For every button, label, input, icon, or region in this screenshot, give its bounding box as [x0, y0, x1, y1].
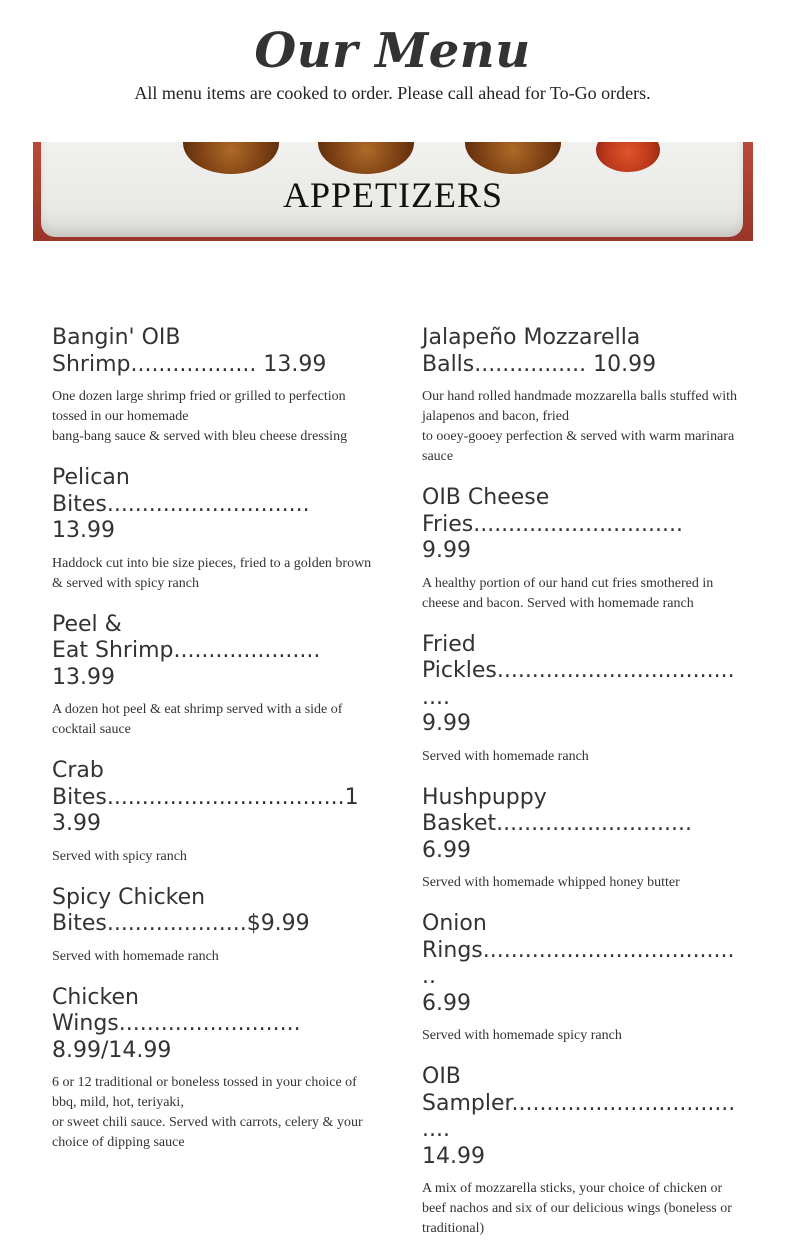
- menu-item: [52, 985, 372, 1154]
- menu-item-name-line: 13.99: [52, 518, 115, 543]
- menu-item-name-line: OIB Cheese: [422, 485, 550, 510]
- menu-item-name: [52, 325, 372, 378]
- menu-item-name-line: Bites....................$9.99: [52, 911, 310, 936]
- menu-item-description-line: A mix of mozzarella sticks, your choice of chicken or beef nachos and six of our delicious wings (boneless or traditional): [422, 1181, 732, 1236]
- menu-item-name-line: 8.99/14.99: [52, 1037, 172, 1063]
- menu-item-description-line: Served with spicy ranch: [52, 848, 187, 864]
- menu-item-description: [52, 947, 372, 967]
- menu-item-description-line: A dozen hot peel & eat shrimp served with a side of cocktail sauce: [52, 702, 343, 737]
- menu-item-name-line: Pelican Bites.............................: [52, 465, 310, 517]
- menu-item-name-line: Crab: [52, 758, 104, 783]
- menu-item-name-line: Rings......................................: [422, 937, 735, 989]
- menu-item: [422, 632, 738, 767]
- menu-item-name-line: OIB: [422, 1064, 461, 1089]
- menu-item-description-line: bang-bang sauce & served with bleu cheese dressing: [52, 429, 348, 444]
- menu-item-name-line: Shrimp.................. 13.99: [52, 351, 327, 377]
- menu-item-name-line: Fried: [422, 631, 476, 657]
- menu-item-description-line: Served with homemade spicy ranch: [422, 1028, 622, 1043]
- menu-item-description-line: Haddock cut into bie size pieces, fried to a golden brown & served with spicy ranch: [52, 555, 372, 591]
- menu-item-name: [52, 985, 372, 1065]
- menu-item-description: [422, 1026, 738, 1046]
- menu-item-description: [422, 873, 738, 893]
- menu-item-name-line: Sampler....................................: [422, 1090, 736, 1142]
- menu-item-name: [52, 612, 372, 692]
- menu-item-description-line: One dozen large shrimp fried or grilled to perfection tossed in our homemade: [52, 389, 346, 424]
- menu-item-description: [422, 387, 738, 467]
- menu-item-name-line: Bites..................................13.99: [52, 784, 359, 836]
- menu-item-name-line: Basket............................ 6.99: [422, 811, 692, 863]
- menu-item-description: [422, 747, 738, 767]
- menu-item-description-line: to ooey-gooey perfection & served with warm marinara sauce: [422, 429, 735, 464]
- page-subtitle: All menu items are cooked to order. Please call ahead for To-Go orders.: [134, 83, 651, 103]
- menu-item-name: [52, 465, 372, 545]
- menu-item: [422, 911, 738, 1046]
- menu-item-description: [52, 1073, 372, 1153]
- menu-item-description-line: Our hand rolled handmade mozzarella balls stuffed with jalapenos and bacon, fried: [422, 389, 738, 424]
- menu-item-name-line: 14.99: [422, 1143, 485, 1169]
- menu-item: [52, 758, 372, 867]
- menu-item-name-line: Onion: [422, 911, 487, 936]
- menu-item-description-line: 6 or 12 traditional or boneless tossed in your choice of bbq, mild, hot, teriyaki,: [52, 1075, 357, 1110]
- menu-item-name-line: Chicken Wings..........................: [52, 984, 301, 1036]
- menu-item-description-line: Served with homemade ranch: [52, 948, 219, 964]
- menu-item-name-line: Spicy Chicken: [52, 884, 206, 910]
- menu-item: [422, 1064, 738, 1239]
- menu-item: [52, 465, 372, 594]
- menu-item: [52, 325, 372, 447]
- menu-item-name-line: Pickles......................................: [422, 658, 735, 710]
- menu-item-name: [422, 632, 738, 738]
- menu-item-name-line: Balls................ 10.99: [422, 351, 657, 377]
- section-title: APPETIZERS: [282, 175, 504, 215]
- menu-item-description-line: or sweet chili sauce. Served with carrots, celery & your choice of dipping sauce: [52, 1115, 363, 1150]
- menu-item-name-line: 9.99: [422, 711, 471, 736]
- menu-item: [422, 485, 738, 614]
- menu-item-description: [52, 554, 372, 594]
- menu-item-name-line: Peel &: [52, 611, 122, 637]
- menu-item-name-line: Fries.............................. 9.99: [422, 511, 684, 563]
- menu-item-description: [52, 700, 372, 740]
- menu-item: [422, 785, 738, 894]
- menu-item-name: [52, 758, 372, 838]
- menu-item-description: [422, 1179, 738, 1239]
- menu-item-description: [52, 847, 372, 867]
- menu-item-name-line: Eat Shrimp..................... 13.99: [52, 638, 321, 690]
- page-title: Our Menu: [254, 23, 531, 79]
- menu-item-name-line: 6.99: [422, 990, 471, 1016]
- menu-item-description-line: Served with homemade whipped honey butter: [422, 875, 680, 890]
- menu-item-description-line: A healthy portion of our hand cut fries smothered in cheese and bacon. Served with homemade ranch: [422, 575, 714, 611]
- menu-item-name-line: Hushpuppy: [422, 784, 547, 810]
- menu-item: [422, 325, 738, 467]
- menu-item: [52, 612, 372, 741]
- menu-header: [0, 0, 785, 104]
- left-menu-column: [52, 325, 372, 1171]
- appetizers-banner: [33, 142, 753, 241]
- menu-item-name-line: Jalapeño Mozzarella: [422, 325, 641, 350]
- menu-item-name: [422, 911, 738, 1017]
- menu-item-name: [52, 885, 372, 938]
- menu-item-name: [422, 1064, 738, 1170]
- right-menu-column: [422, 325, 738, 1257]
- menu-item-description-line: Served with homemade ranch: [422, 748, 589, 764]
- menu-item-description: [422, 574, 738, 614]
- menu-item: [52, 885, 372, 967]
- menu-item-name: [422, 325, 738, 378]
- menu-item-name: [422, 785, 738, 865]
- menu-item-name: [422, 485, 738, 565]
- menu-item-description: [52, 387, 372, 447]
- menu-item-name-line: Bangin' OIB: [52, 325, 181, 350]
